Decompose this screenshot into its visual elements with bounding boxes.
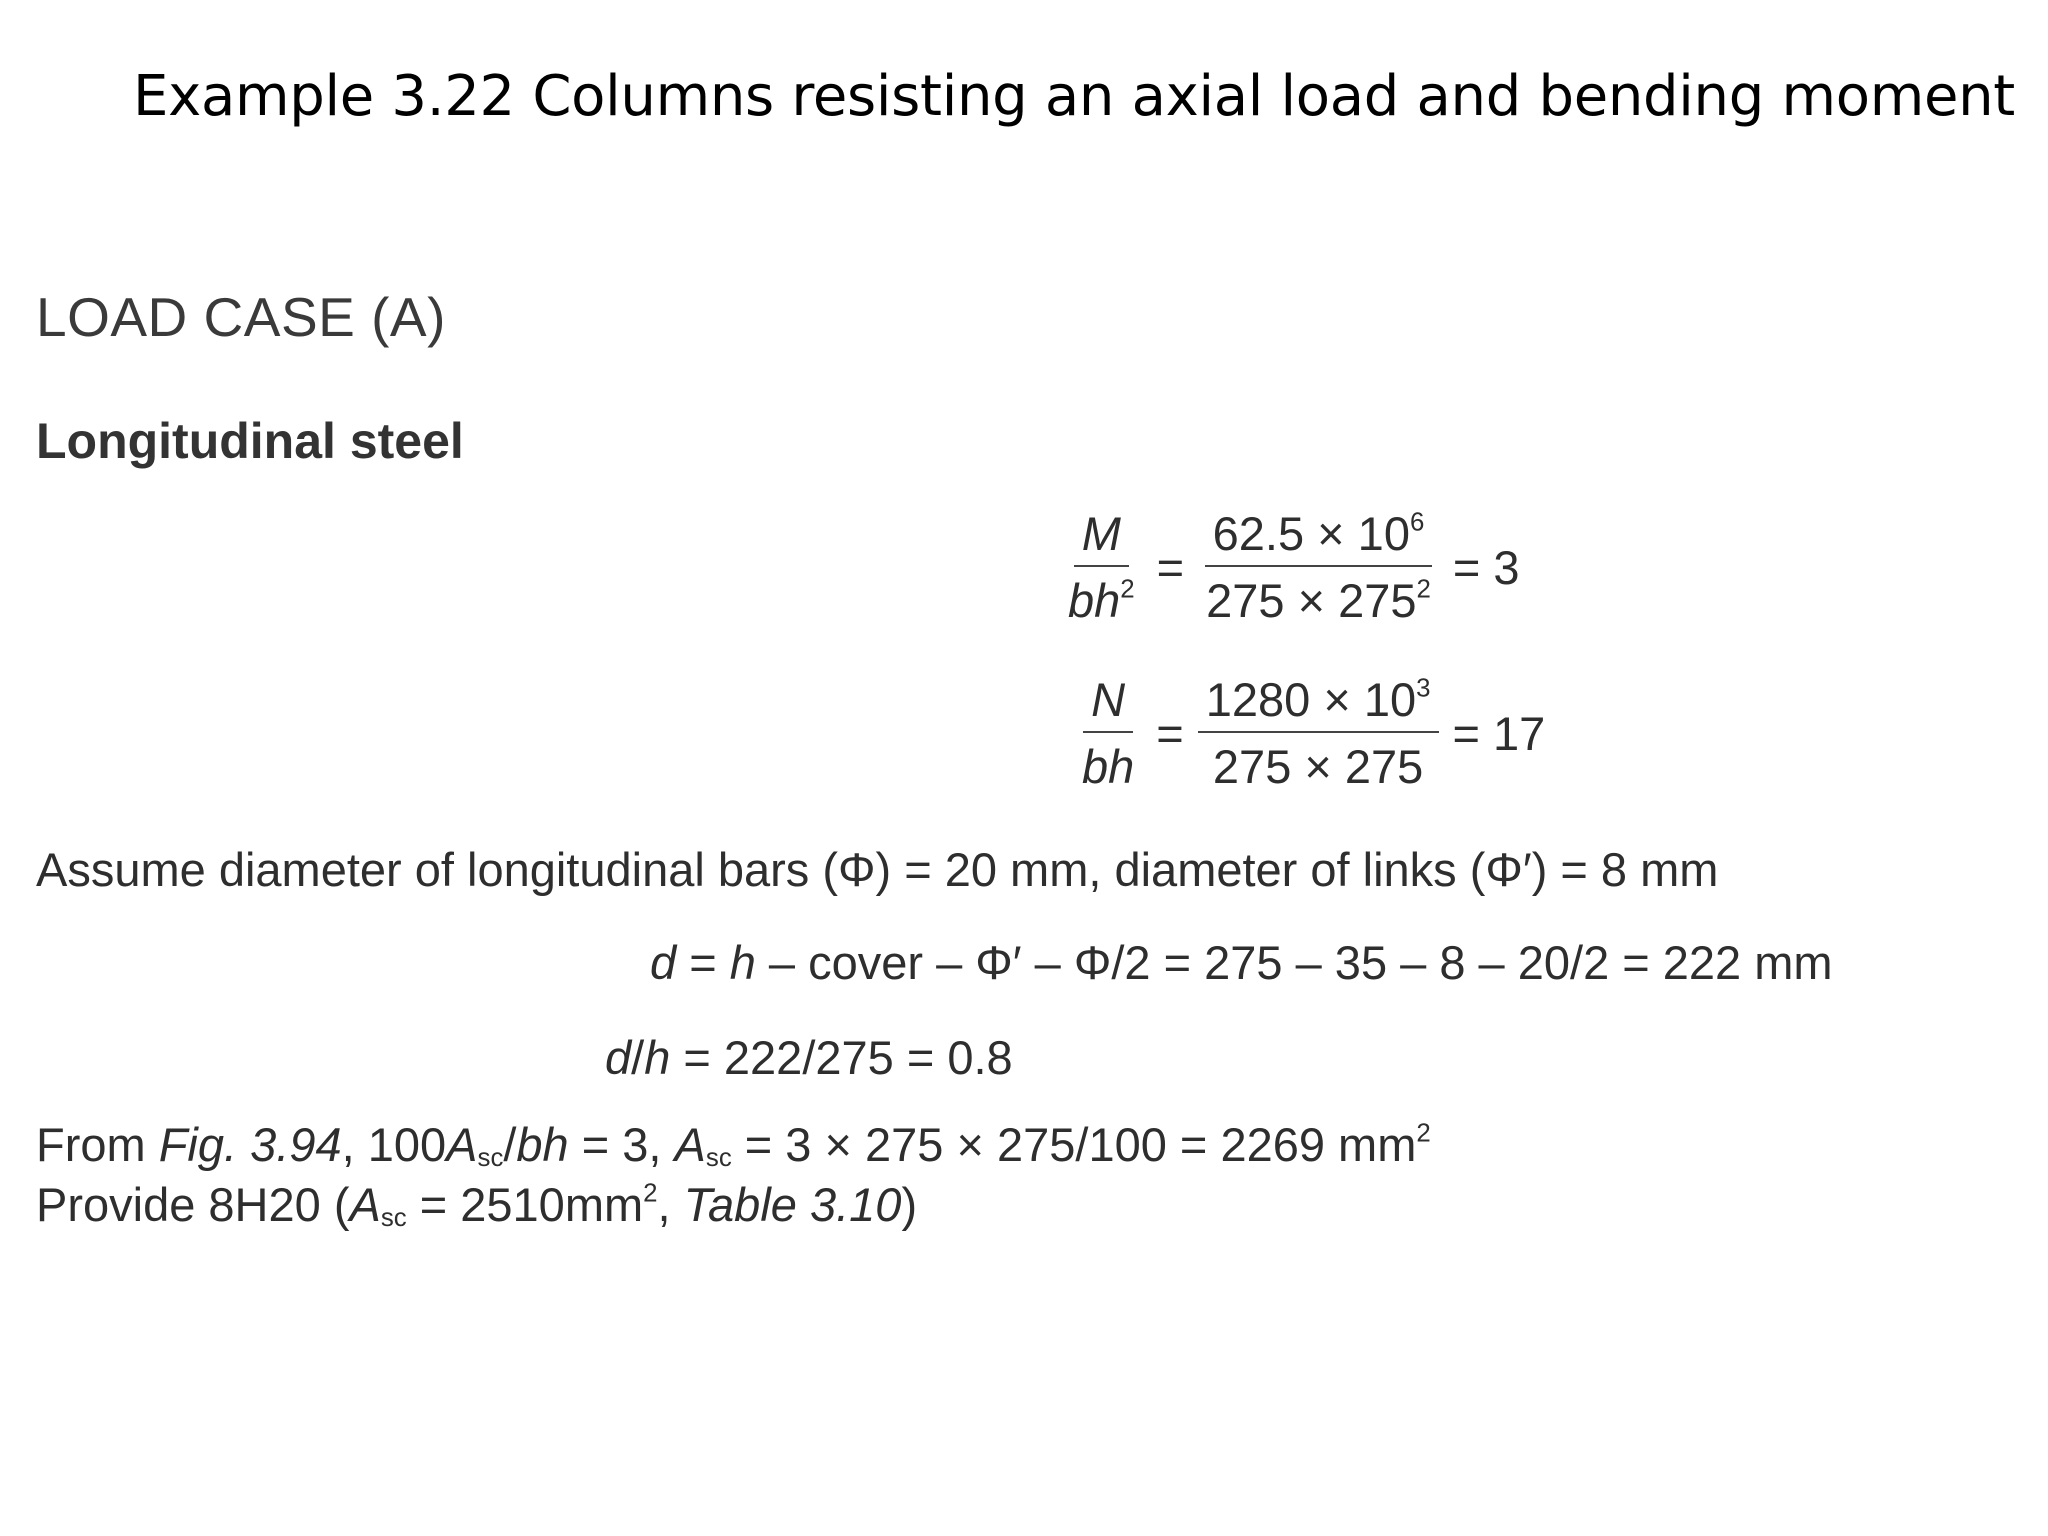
depth-ratio-equation	[605, 1030, 1013, 1085]
asc-symbol: A	[349, 1178, 381, 1231]
effective-depth-rest: – cover – Φ′ – Φ/2 = 275 – 35 – 8 – 20/2 = 222 mm	[755, 936, 1833, 989]
axial-rhs-num-exponent: 3	[1416, 674, 1431, 703]
asc-subscript: sc	[705, 1144, 732, 1173]
h-symbol: h	[729, 936, 756, 989]
effective-depth-equation	[650, 935, 1833, 990]
calc-text: , 100	[341, 1118, 447, 1171]
area-exponent: 2	[1416, 1119, 1431, 1148]
moment-rhs-numerator	[1205, 506, 1433, 567]
asc-symbol: A	[674, 1118, 706, 1171]
slash-text: /	[631, 1031, 645, 1084]
moment-lhs-den-text: bh	[1068, 574, 1121, 627]
axial-result: = 17	[1452, 706, 1546, 760]
calc-text: = 3 × 275 × 275/100 = 2269 mm	[731, 1118, 1417, 1171]
moment-lhs-denominator	[1060, 567, 1143, 628]
provide-bars-text	[36, 1177, 917, 1232]
moment-rhs-fraction	[1198, 506, 1439, 628]
closing-paren: )	[901, 1178, 918, 1231]
moment-result: = 3	[1452, 540, 1520, 594]
axial-lhs-numerator: N	[1083, 672, 1133, 733]
load-case-heading: LOAD CASE (A)	[36, 286, 446, 348]
figure-reference: Fig. 3.94	[158, 1118, 342, 1171]
moment-equation	[1060, 506, 1534, 628]
slide-title: Example 3.22 Columns resisting an axial load and bending moment	[133, 64, 2015, 129]
asc-subscript: sc	[380, 1204, 407, 1233]
moment-rhs-den-text: 275 × 275	[1206, 574, 1417, 627]
axial-rhs-denominator: 275 × 275	[1212, 740, 1424, 793]
moment-rhs-denominator	[1198, 567, 1439, 628]
section-subheading: Longitudinal steel	[36, 413, 464, 469]
axial-lhs-fraction	[1074, 672, 1142, 794]
steel-area-calculation	[36, 1117, 1431, 1172]
axial-rhs-num-text: 1280 × 10	[1205, 673, 1417, 726]
axial-rhs-fraction	[1198, 672, 1439, 794]
d-symbol: d	[650, 936, 677, 989]
from-text: From	[36, 1118, 159, 1171]
assumption-text: Assume diameter of longitudinal bars (Φ) = 20 mm, diameter of links (Φ′) = 8 mm	[36, 843, 1719, 896]
moment-lhs-fraction	[1060, 506, 1143, 628]
area-exponent: 2	[643, 1179, 658, 1208]
calc-text: = 3,	[568, 1118, 675, 1171]
bh-symbol: bh	[516, 1118, 569, 1171]
provide-area-text: = 2510mm	[406, 1178, 644, 1231]
moment-lhs-numerator: M	[1074, 506, 1129, 567]
axial-rhs-numerator	[1198, 672, 1439, 733]
asc-symbol: A	[446, 1118, 478, 1171]
moment-lhs-den-exponent: 2	[1120, 575, 1135, 604]
equals-sign: =	[1156, 540, 1185, 594]
moment-rhs-num-exponent: 6	[1409, 508, 1425, 537]
equals-text: =	[676, 936, 730, 989]
table-reference: Table 3.10	[683, 1178, 902, 1231]
depth-ratio-rest: = 222/275 = 0.8	[670, 1031, 1013, 1084]
moment-rhs-den-exponent: 2	[1416, 575, 1431, 604]
comma-text: ,	[657, 1178, 684, 1231]
axial-equation	[1074, 672, 1559, 794]
axial-lhs-denominator: bh	[1082, 740, 1135, 793]
provide-text: Provide 8H20 (	[36, 1178, 350, 1231]
slash-text: /	[503, 1118, 517, 1171]
asc-subscript: sc	[477, 1144, 504, 1173]
h-symbol: h	[644, 1031, 671, 1084]
equals-sign: =	[1156, 706, 1184, 760]
d-symbol: d	[605, 1031, 632, 1084]
moment-rhs-num-text: 62.5 × 10	[1212, 507, 1410, 560]
